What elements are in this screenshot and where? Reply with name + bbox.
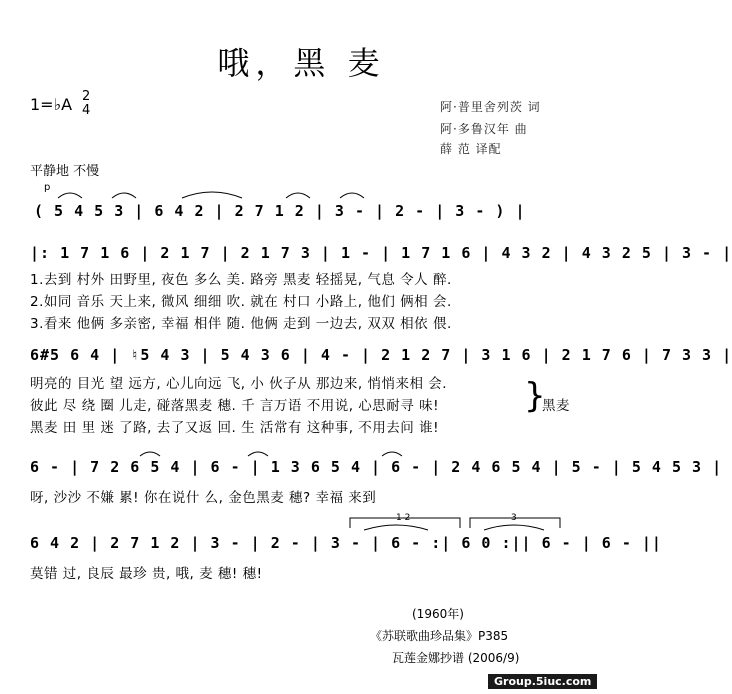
slur-arc: [340, 193, 364, 198]
slur-arc: [182, 192, 242, 198]
volta-bracket-second: [470, 518, 560, 528]
lyric-verse-3: 3.看来 他俩 多亲密, 幸福 相伴 随. 他俩 走到 一边去, 双双 相依 偎.: [30, 316, 452, 332]
lyric-line-2-verse-2: 彼此 尽 绕 圈 儿走, 碰落黑麦 穗. 千 言万语 不用说, 心思耐寻 味!: [30, 398, 439, 414]
slur-arc: [382, 452, 402, 456]
slur-arc: [58, 193, 82, 198]
dynamic-marking: p: [44, 182, 51, 193]
lyric-line-4: 莫错 过, 良辰 最珍 贵, 哦, 麦 穗! 穗!: [30, 566, 263, 582]
slur-arc: [364, 525, 428, 530]
time-signature-bottom: 4: [82, 103, 91, 118]
watermark-text: Group.5iuc.com: [494, 675, 592, 688]
footer-source: 《苏联歌曲珍品集》P385: [370, 629, 509, 643]
lyric-line-2-verse-3: 黑麦 田 里 迷 了路, 去了又返 回. 生 活常有 这种事, 不用去问 谁!: [30, 420, 439, 436]
notation-line-4: 6 4 2 | 2 7 1 2 | 3 - | 2 - | 3 - | 6 - :| 6 0 :|| 6 - | 6 - ||: [30, 534, 662, 552]
tempo-marking: 平静地 不慢: [30, 164, 100, 179]
volta-bracket-first: [350, 518, 460, 528]
notation-line-2: 6#5 6 4 | ♮5 4 3 | 5 4 3 6 | 4 - | 2 1 2 7 | 3 1 6 | 2 1 7 6 | 7 3 3 |: [30, 346, 732, 364]
slur-arc: [112, 193, 136, 198]
footer-year: (1960年): [412, 607, 464, 621]
volta-second-label: 3: [511, 513, 517, 523]
lyric-line-3: 呀, 沙沙 不嫌 累! 你在说什 么, 金色黑麦 穗? 幸福 来到: [30, 490, 377, 506]
verse-brace: }: [524, 376, 546, 416]
composer-credit: 阿·多鲁汉年 曲: [440, 122, 528, 136]
slur-arc: [248, 452, 268, 456]
notation-line-3: 6 - | 7 2 6 5 4 | 6 - | 1 3 6 5 4 | 6 - | 2 4 6 5 4 | 5 - | 5 4 5 3 |: [30, 458, 723, 476]
slur-arc: [484, 525, 544, 530]
lyric-verse-1: 1.去到 村外 田野里, 夜色 多么 美. 路旁 黑麦 轻摇晃, 气息 令人 醉.: [30, 272, 452, 288]
footer-copyist: 瓦莲金娜抄谱 (2006/9): [392, 651, 520, 665]
volta-first-label: 1 2: [396, 513, 411, 523]
time-signature-top: 2: [82, 89, 91, 104]
refrain-end-lyric: 黑麦: [542, 398, 570, 414]
notation-intro: ( 5 4 5 3 | 6 4 2 | 2 7 1 2 | 3 - | 2 - | 3 - ) |: [34, 202, 526, 220]
slur-arc: [140, 452, 160, 456]
lyricist-credit: 阿·普里舍列茨 词: [440, 100, 541, 114]
song-title: 哦，黑 麦: [217, 44, 386, 82]
lyric-verse-2: 2.如同 音乐 天上来, 微风 细细 吹. 就在 村口 小路上, 他们 俩相 会.: [30, 294, 452, 310]
slur-arc: [286, 193, 310, 198]
notation-line-1: |: 1 7 1 6 | 2 1 7 | 2 1 7 3 | 1 - | 1 7 1 6 | 4 3 2 | 4 3 2 5 | 3 - |: [30, 244, 732, 262]
translator-credit: 薛 范 译配: [440, 142, 502, 156]
key-signature: 1=♭A: [30, 95, 73, 114]
lyric-line-2-verse-1: 明亮的 目光 望 远方, 心儿向远 飞, 小 伙子从 那边来, 悄悄来相 会.: [30, 376, 448, 392]
